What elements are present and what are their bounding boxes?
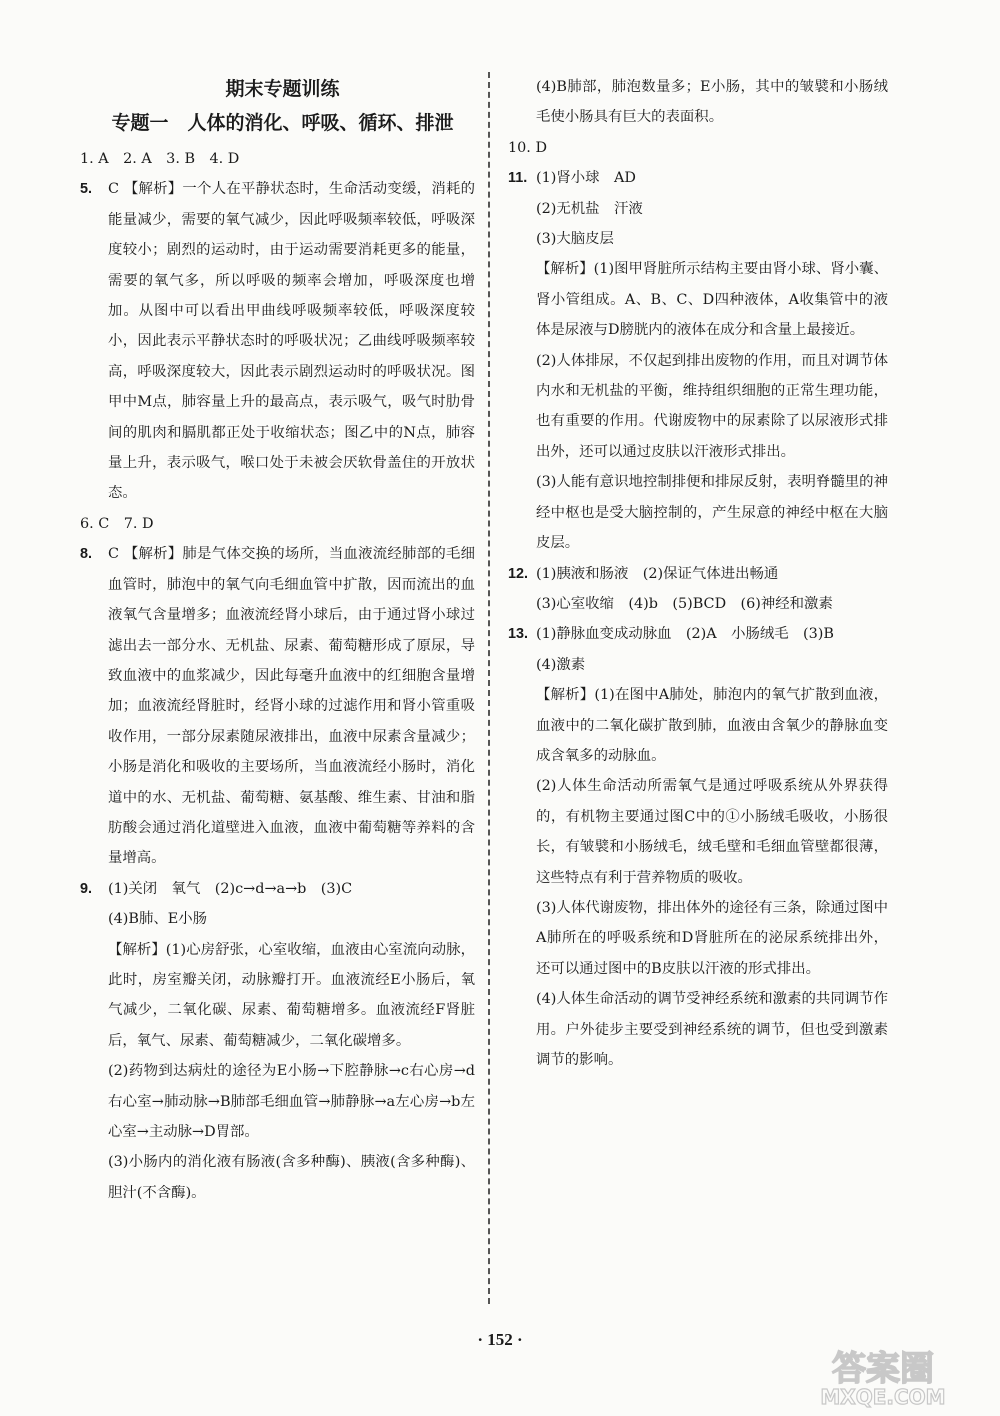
question-11-answer-2: (2)无机盐 汗液 <box>536 200 643 217</box>
question-8 <box>80 539 475 873</box>
question-13 <box>508 619 888 1075</box>
question-9-answer-2: (4)B肺、E小肠 <box>108 911 208 928</box>
svg-text:MXQE.COM: MXQE.COM <box>820 1385 946 1408</box>
question-11-explanation-2: (2)人体排尿，不仅起到排出废物的作用，而且对调节体内水和无机盐的平衡，维持组织细胞的正常生理功能，也有重要的作用。代谢废物中的尿素除了以尿液形式排出外，还可以通过皮肤以汗液形式排出。 <box>536 352 888 460</box>
question-13-explanation-4: (4)人体生命活动的调节受神经系统和激素的共同调节作用。户外徒步主要受到神经系统的调节，但也受到激素调节的影响。 <box>536 991 888 1068</box>
question-13-explanation-2: (2)人体生命活动所需氧气是通过呼吸系统从外界获得的，有机物主要通过图C中的①小肠绒毛吸收，小肠很长，有皱襞和小肠绒毛，绒毛壁和毛细血管壁都很薄，这些特点有利于营养物质的吸收。 <box>536 778 888 886</box>
question-12-answer-1: (1)胰液和肠液 (2)保证气体进出畅通 <box>536 565 779 582</box>
question-11-explanation-1: 【解析】(1)图甲肾脏所示结构主要由肾小球、肾小囊、肾小管组成。A、B、C、D四种液体，A收集管中的液体是尿液与D膀胱内的液体在成分和含量上最接近。 <box>536 261 888 339</box>
question-11 <box>508 163 888 558</box>
question-13-explanation-3: (3)人体代谢废物，排出体外的途径有三条，除通过图中A肺所在的呼吸系统和D肾脏所在的泌尿系统排出外，还可以通过图中的B皮肤以汗液的形式排出。 <box>536 899 888 977</box>
answer-q10: 10. D <box>508 139 547 156</box>
question-11-explanation-3: (3)人能有意识地控制排便和排尿反射，表明脊髓里的神经中枢也是受大脑控制的，产生尿意的神经中枢在大脑皮层。 <box>536 474 888 552</box>
question-number: 13. <box>508 626 529 643</box>
page-title: 期末专题训练 <box>225 78 340 100</box>
question-9-explanation-3: (3)小肠内的消化液有肠液(含多种酶)、胰液(含多种酶)、胆汁(不含酶)。 <box>108 1154 475 1201</box>
question-9-explanation-2: (2)药物到达病灶的途径为E小肠→下腔静脉→c右心房→d右心室→肺动脉→B肺部毛细血管→肺静脉→a左心房→b左心室→主动脉→D胃部。 <box>108 1063 475 1140</box>
question-5-text: C 【解析】一个人在平静状态时，生命活动变缓，消耗的能量减少，需要的氧气减少，因此呼吸频率较低，呼吸深度较小；剧烈的运动时，由于运动需要消耗更多的能量，需要的氧气多，所以呼吸的频率会增加，呼吸深度也增加。从图中可以看出甲曲线呼吸频率较低，呼吸深度较小，因此表示平静状态时的呼吸状况；乙曲线呼吸频率较高，呼吸深度较大，因此表示剧烈运动时的呼吸状况。图甲中M点，肺容量上升的最高点，表示吸气，吸气时肋骨间的肌肉和膈肌都正处于收缩状态；图乙中的N点，肺容量上升，表示吸气，喉口处于未被会厌软骨盖住的开放状态。 <box>108 181 475 502</box>
question-13-answer-2: (4)激素 <box>536 656 586 673</box>
left-column <box>80 72 475 1208</box>
question-12-answer-2: (3)心室收缩 (4)b (5)BCD (6)神经和激素 <box>536 595 833 612</box>
column-divider <box>488 72 490 1304</box>
question-8-text: C 【解析】肺是气体交换的场所，当血液流经肺部的毛细血管时，肺泡中的氧气向毛细血管中扩散，因而流出的血液氧气含量增多；血液流经肾小球后，由于通过肾小球过滤出去一部分水、无机盐、尿素、葡萄糖形成了原尿，导致血液中的血浆减少，因此每毫升血液中的红细胞含量增加；血液流经肾脏时，经肾小球的过滤作用和肾小管重吸收作用，一部分尿素随尿液排出，血液中尿素含量减少；小肠是消化和吸收的主要场所，当血液流经小肠时，消化道中的水、无机盐、葡萄糖、氨基酸、维生素、甘油和脂肪酸会通过消化道壁进入血液，血液中葡萄糖等养料的含量增高。 <box>108 546 475 867</box>
question-12 <box>508 559 888 620</box>
section-subtitle: 专题一 人体的消化、呼吸、循环、排泄 <box>111 112 454 134</box>
answer-q6-7: 6. C 7. D <box>80 515 154 532</box>
question-11-answer-3: (3)大脑皮层 <box>536 231 614 248</box>
question-9-answer-1: (1)关闭 氧气 (2)c→d→a→b (3)C <box>108 880 353 897</box>
watermark-icon <box>788 1344 978 1408</box>
question-number: 5. <box>80 181 93 198</box>
question-number: 12. <box>508 565 529 582</box>
question-number: 8. <box>80 546 93 563</box>
question-11-answer-1: (1)肾小球 AD <box>536 170 636 187</box>
question-9 <box>80 874 475 1208</box>
watermark-logo <box>788 1344 978 1408</box>
svg-text:答案圈: 答案圈 <box>832 1349 934 1389</box>
right-column <box>508 72 888 1075</box>
question-13-answer-1: (1)静脉血变成动脉血 (2)A 小肠绒毛 (3)B <box>536 626 834 643</box>
question-number: 11. <box>508 170 528 187</box>
question-5 <box>80 174 475 508</box>
question-9-explanation-1: 【解析】(1)心房舒张，心室收缩，血液由心室流向动脉，此时，房室瓣关闭，动脉瓣打开。血液流经E小肠后，氧气减少，二氧化碳、尿素、葡萄糖增多。血液流经F肾脏后，氧气、尿素、葡萄糖减少，二氧化碳增多。 <box>108 941 475 1049</box>
question-13-explanation-1: 【解析】(1)在图中A肺处，肺泡内的氧气扩散到血液，血液中的二氧化碳扩散到肺，血液由含氧少的静脉血变成含氧多的动脉血。 <box>536 687 888 764</box>
answer-q1-4: 1. A 2. A 3. B 4. D <box>80 151 240 167</box>
question-9-explanation-4: (4)B肺部，肺泡数量多；E小肠，其中的皱襞和小肠绒毛使小肠具有巨大的表面积。 <box>536 79 888 126</box>
page-number: · 152 · <box>477 1330 523 1349</box>
question-number: 9. <box>80 880 93 897</box>
